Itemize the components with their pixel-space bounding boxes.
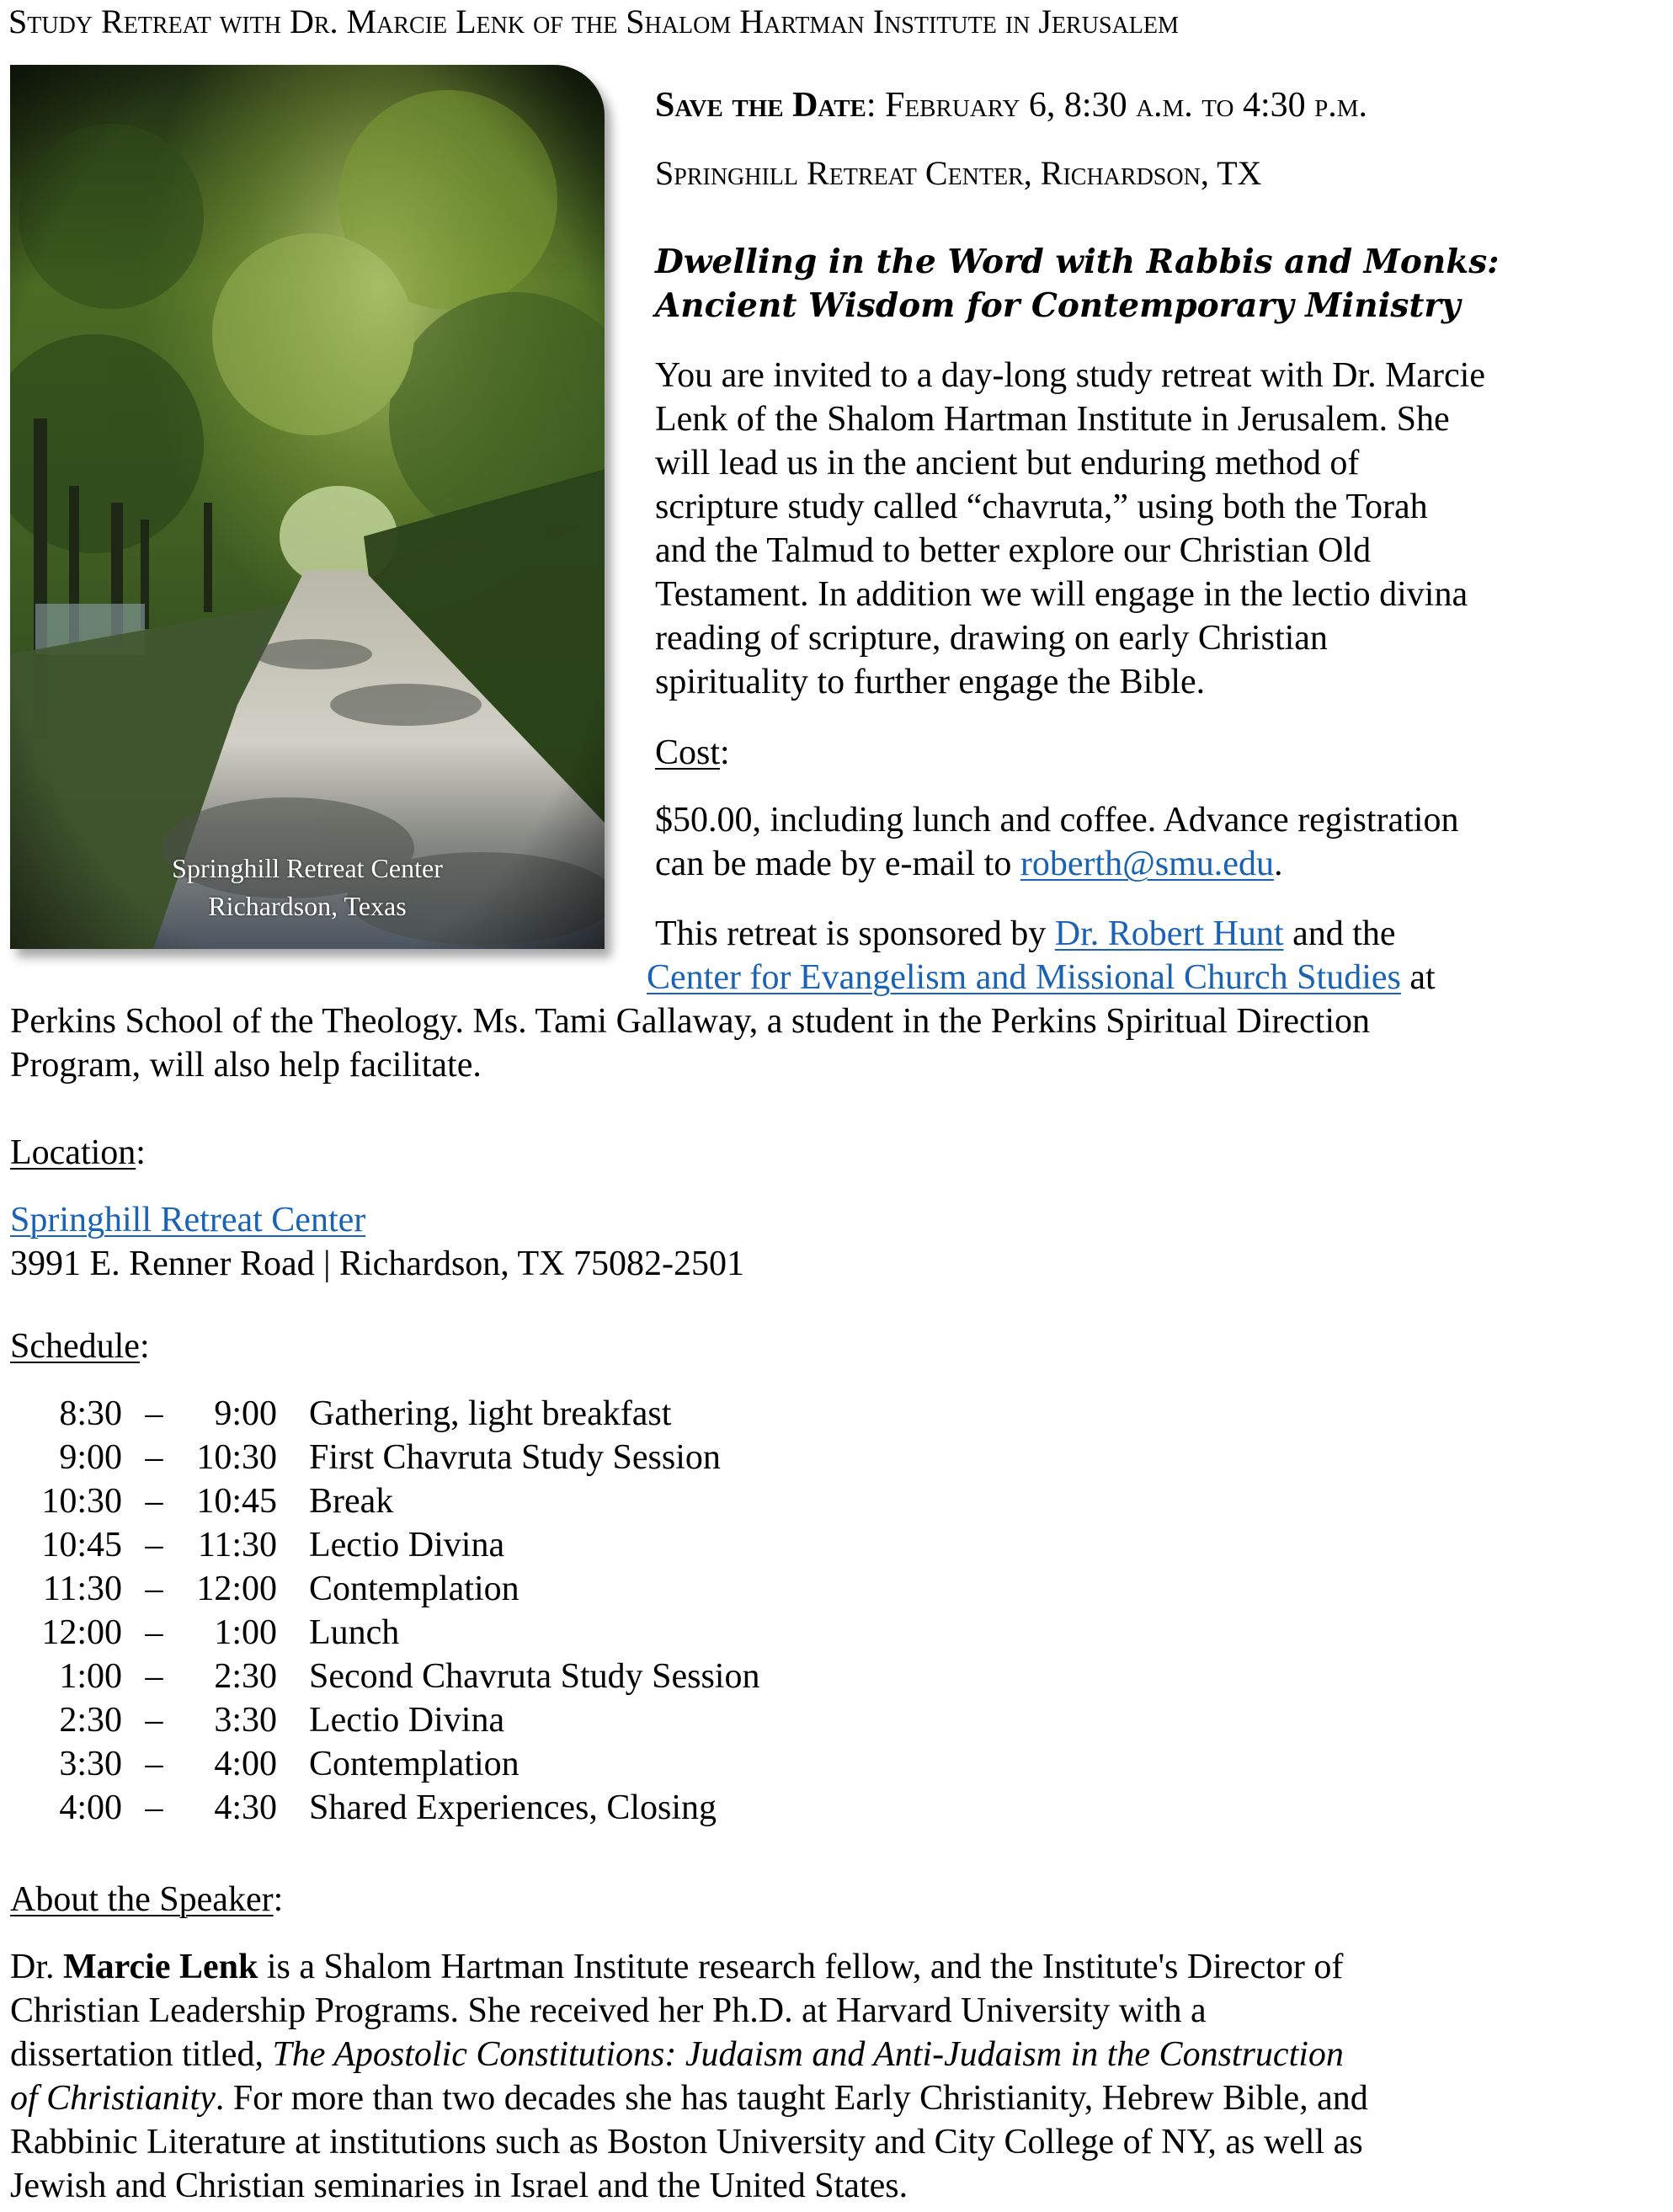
schedule-start-time: 10:30 [41,1482,122,1521]
schedule-activity: Contemplation [309,1745,519,1783]
about-line3-prefix: dissertation titled, [10,2035,273,2074]
schedule-dash: – [145,1745,163,1783]
about-line6: Jewish and Christian seminaries in Israel and the United States. [10,2167,908,2205]
schedule-activity: Second Chavruta Study Session [309,1657,760,1696]
cost-heading [655,731,1665,775]
schedule-start-time: 10:45 [41,1526,122,1564]
retreat-photo [10,65,605,949]
heading-colon: : [273,1880,284,1919]
dissertation-title: The Apostolic Constitutions: Judaism and Anti-Judaism in the Construction [272,2035,1344,2074]
about-line3 [10,2033,1665,2076]
schedule-activity: Shared Experiences, Closing [309,1788,717,1827]
sponsor-line4: Program, will also help facilitate. [10,1046,482,1085]
location-heading [10,1131,146,1175]
schedule-start-time: 8:30 [59,1394,122,1433]
schedule-row [10,1479,759,1523]
schedule-row [10,1786,759,1830]
tree-path-illustration [10,65,605,949]
schedule-start-time: 2:30 [59,1701,122,1740]
location-heading-text: Location [10,1133,136,1172]
invite-line: reading of scripture, drawing on early Christian [655,619,1328,658]
schedule-activity: Contemplation [309,1570,519,1608]
cost-line2-prefix: can be made by e-mail to [655,845,1020,883]
event-title-line2: Ancient Wisdom for Contemporary Ministry [655,286,1461,325]
venue-line: Springhill Retreat Center, Richardson, TX [655,154,1262,192]
location-address: 3991 E. Renner Road | Richardson, TX 75082-2501 [10,1245,745,1283]
sponsor-line1 [10,912,1660,956]
invite-line: Testament. In addition we will engage in the lectio divina [655,575,1468,614]
about-line1 [10,1945,1665,1989]
schedule-end-time: 10:30 [196,1438,277,1477]
sponsor-prefix: This retreat is sponsored by [655,914,1055,953]
invite-line: spirituality to further engage the Bible. [655,663,1206,701]
schedule-start-time: 4:00 [59,1788,122,1827]
save-date-colon: : [866,86,886,125]
email-link[interactable]: roberth@smu.edu [1020,845,1274,883]
sponsor-after-center: at [1400,958,1436,997]
schedule-row [10,1567,759,1611]
invite-line: Lenk of the Shalom Hartman Institute in Jerusalem. She [655,400,1450,439]
invite-line: will lead us in the ancient but enduring method of [655,444,1360,482]
schedule-row [10,1392,759,1436]
schedule-dash: – [145,1570,163,1608]
schedule-end-time: 3:30 [214,1701,277,1740]
schedule-start-time: 3:30 [59,1745,122,1783]
about-line2: Christian Leadership Programs. She received her Ph.D. at Harvard University with a [10,1991,1207,2030]
event-title [655,240,1665,328]
invite-line: You are invited to a day-long study retreat with Dr. Marcie [655,356,1485,395]
schedule-dash: – [145,1482,163,1521]
schedule-start-time: 9:00 [59,1438,122,1477]
schedule-end-time: 9:00 [214,1394,277,1433]
about-heading-text: About the Speaker [10,1880,274,1919]
schedule-activity: Lectio Divina [309,1701,505,1740]
about-dr: Dr. [10,1948,63,1986]
cost-line2-suffix: . [1273,845,1283,883]
schedule-dash: – [145,1613,163,1652]
about-line5: Rabbinic Literature at institutions such as Boston University and City College of NY, as well as [10,2123,1363,2161]
heading-colon: : [720,733,730,772]
schedule-activity: Lunch [309,1613,400,1652]
schedule-table [10,1392,759,1830]
location-name [10,1198,365,1242]
cost-paragraph [655,798,1665,886]
invitation-paragraph [655,354,1657,704]
about-line4-rest: . For more than two decades she has taught Early Christianity, Hebrew Bible, and [215,2079,1368,2118]
save-the-date [655,84,1665,126]
dissertation-title-end: of Christianity [10,2079,216,2118]
schedule-dash: – [145,1657,163,1696]
schedule-row [10,1436,759,1479]
schedule-row [10,1611,759,1655]
invite-line: and the Talmud to better explore our Christian Old [655,531,1372,570]
about-paragraph [10,1945,1665,2208]
schedule-end-time: 4:30 [214,1788,277,1827]
cost-line2 [655,842,1665,886]
schedule-row [10,1655,759,1698]
sponsor-line3: Perkins School of the Theology. Ms. Tami Gallaway, a student in the Perkins Spiritual Direction [10,1002,1370,1041]
schedule-activity: Gathering, light breakfast [309,1394,672,1433]
schedule-dash: – [145,1394,163,1433]
schedule-end-time: 10:45 [196,1482,277,1521]
photo-caption-line2: Richardson, Texas [208,891,407,921]
schedule-end-time: 11:30 [197,1526,277,1564]
heading-colon: : [139,1327,150,1366]
speaker-name: Marcie Lenk [63,1948,258,1986]
schedule-end-time: 12:00 [196,1570,277,1608]
schedule-row [10,1742,759,1786]
robert-hunt-link[interactable]: Dr. Robert Hunt [1054,914,1284,953]
schedule-start-time: 1:00 [59,1657,122,1696]
page-title: Study Retreat with Dr. Marcie Lenk of the Shalom Hartman Institute in Jerusalem [8,3,1179,40]
about-heading [10,1878,283,1922]
schedule-heading [10,1325,150,1368]
schedule-heading-text: Schedule [10,1327,140,1366]
schedule-start-time: 12:00 [41,1613,122,1652]
schedule-activity: Break [309,1482,394,1521]
cost-line1: $50.00, including lunch and coffee. Advance registration [655,801,1459,839]
photo-caption-line1: Springhill Retreat Center [172,853,443,883]
schedule-activity: First Chavruta Study Session [309,1438,721,1477]
schedule-dash: – [145,1788,163,1827]
schedule-row [10,1523,759,1567]
sponsor-paragraph [10,912,1660,1087]
schedule-row [10,1698,759,1742]
schedule-end-time: 2:30 [214,1657,277,1696]
springhill-link[interactable]: Springhill Retreat Center [10,1201,366,1239]
about-line1-rest: is a Shalom Hartman Institute research fellow, and the Institute's Director of [258,1948,1344,1986]
invite-line: scripture study called “chavruta,” using both the Torah [655,488,1428,526]
schedule-activity: Lectio Divina [309,1526,505,1564]
event-title-line1: Dwelling in the Word with Rabbis and Monks: [655,243,1500,281]
sponsor-middle: and the [1283,914,1396,953]
heading-colon: : [136,1133,146,1172]
schedule-end-time: 1:00 [214,1613,277,1652]
schedule-dash: – [145,1526,163,1564]
schedule-dash: – [145,1438,163,1477]
center-evangelism-link[interactable]: Center for Evangelism and Missional Church Studies [647,958,1401,997]
schedule-dash: – [145,1701,163,1740]
cost-heading-text: Cost [655,733,721,772]
save-date-value: February 6, 8:30 a.m. to 4:30 p.m. [885,86,1368,125]
schedule-start-time: 11:30 [42,1570,122,1608]
about-line4 [10,2076,1665,2120]
schedule-end-time: 4:00 [214,1745,277,1783]
save-date-label: Save the Date [655,86,866,125]
sponsor-line2 [10,956,1660,999]
